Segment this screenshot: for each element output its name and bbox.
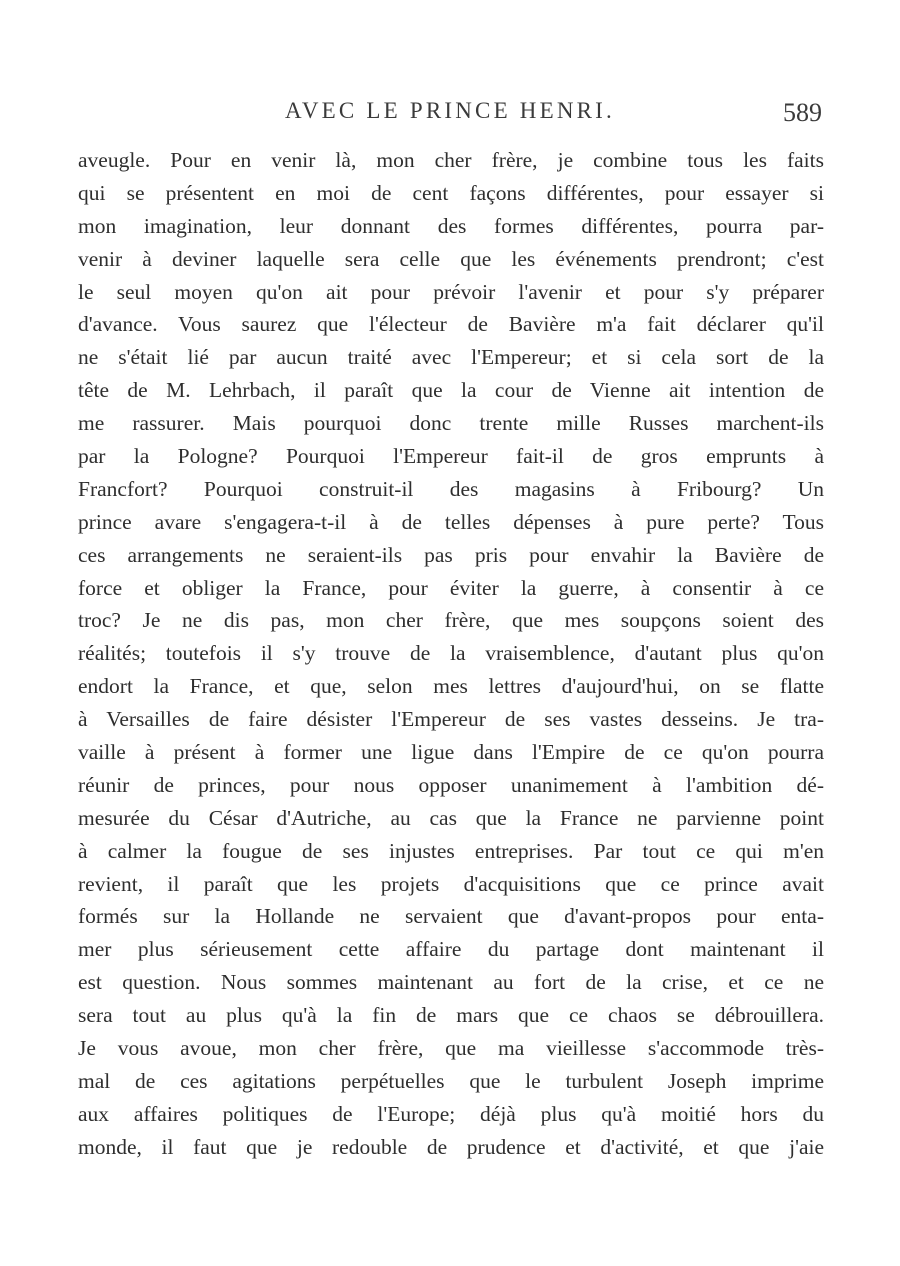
text-line: aveugle. Pour en venir là, mon cher frère, je combine tous les faits: [78, 148, 824, 172]
text-line: mon imagination, leur donnant des formes différentes, pourra par-: [78, 213, 824, 238]
text-line: ne s'était lié par aucun traité avec l'Empereur; et si cela sort de la: [78, 345, 824, 370]
text-line: le seul moyen qu'on ait pour prévoir l'avenir et pour s'y préparer: [78, 279, 824, 304]
running-head: [78, 98, 822, 132]
text-line: ces arrangements ne seraient-ils pas pris pour envahir la Bavière de: [78, 542, 824, 567]
text-line: est question. Nous sommes maintenant au fort de la crise, et ce ne: [78, 970, 824, 995]
text-line: prince avare s'engagera-t-il à de telles dépenses à pure perte? Tous: [78, 509, 824, 534]
text-line: endort la France, et que, selon mes lettres d'aujourd'hui, on se flatte: [78, 674, 824, 699]
text-line: aux affaires politiques de l'Europe; déjà plus qu'à moitié hors du: [78, 1101, 824, 1126]
text-line: sera tout au plus qu'à la fin de mars que ce chaos se débrouillera.: [78, 1003, 824, 1028]
text-line: Francfort? Pourquoi construit-il des magasins à Fribourg? Un: [78, 476, 824, 501]
text-line: me rassurer. Mais pourquoi donc trente mille Russes marchent-ils: [78, 411, 824, 436]
text-line: force et obliger la France, pour éviter la guerre, à consentir à ce: [78, 575, 824, 600]
text-line: troc? Je ne dis pas, mon cher frère, que mes soupçons soient des: [78, 608, 824, 633]
text-line: réunir de princes, pour nous opposer unanimement à l'ambition dé-: [78, 772, 824, 797]
running-title: AVEC LE PRINCE HENRI.: [284, 98, 615, 123]
text-line: venir à deviner laquelle sera celle que les événements prendront; c'est: [78, 246, 824, 271]
text-line: formés sur la Hollande ne servaient que d'avant-propos pour enta-: [78, 904, 824, 929]
body-text: [78, 144, 824, 1164]
text-line: par la Pologne? Pourquoi l'Empereur fait-il de gros emprunts à: [78, 444, 824, 469]
text-line: mer plus sérieusement cette affaire du partage dont maintenant il: [78, 937, 824, 962]
text-line: d'avance. Vous saurez que l'électeur de Bavière m'a fait déclarer qu'il: [78, 312, 824, 337]
text-line: mal de ces agitations perpétuelles que le turbulent Joseph imprime: [78, 1068, 824, 1093]
text-line: revient, il paraît que les projets d'acquisitions que ce prince avait: [78, 871, 824, 896]
page-number: 589: [783, 98, 822, 127]
text-line: mesurée du César d'Autriche, au cas que la France ne parvienne point: [78, 805, 824, 830]
text-line: réalités; toutefois il s'y trouve de la vraisemblence, d'autant plus qu'on: [78, 641, 824, 666]
text-line: monde, il faut que je redouble de prudence et d'activité, et que j'aie: [78, 1134, 824, 1159]
text-line: qui se présentent en moi de cent façons différentes, pour essayer si: [78, 180, 824, 205]
text-line: vaille à présent à former une ligue dans l'Empire de ce qu'on pourra: [78, 740, 824, 765]
text-line: à Versailles de faire désister l'Empereur de ses vastes desseins. Je tra-: [78, 707, 824, 732]
text-line: tête de M. Lehrbach, il paraît que la cour de Vienne ait intention de: [78, 378, 824, 403]
text-line: Je vous avoue, mon cher frère, que ma vieillesse s'accommode très-: [78, 1036, 824, 1061]
text-line: à calmer la fougue de ses injustes entreprises. Par tout ce qui m'en: [78, 838, 824, 863]
